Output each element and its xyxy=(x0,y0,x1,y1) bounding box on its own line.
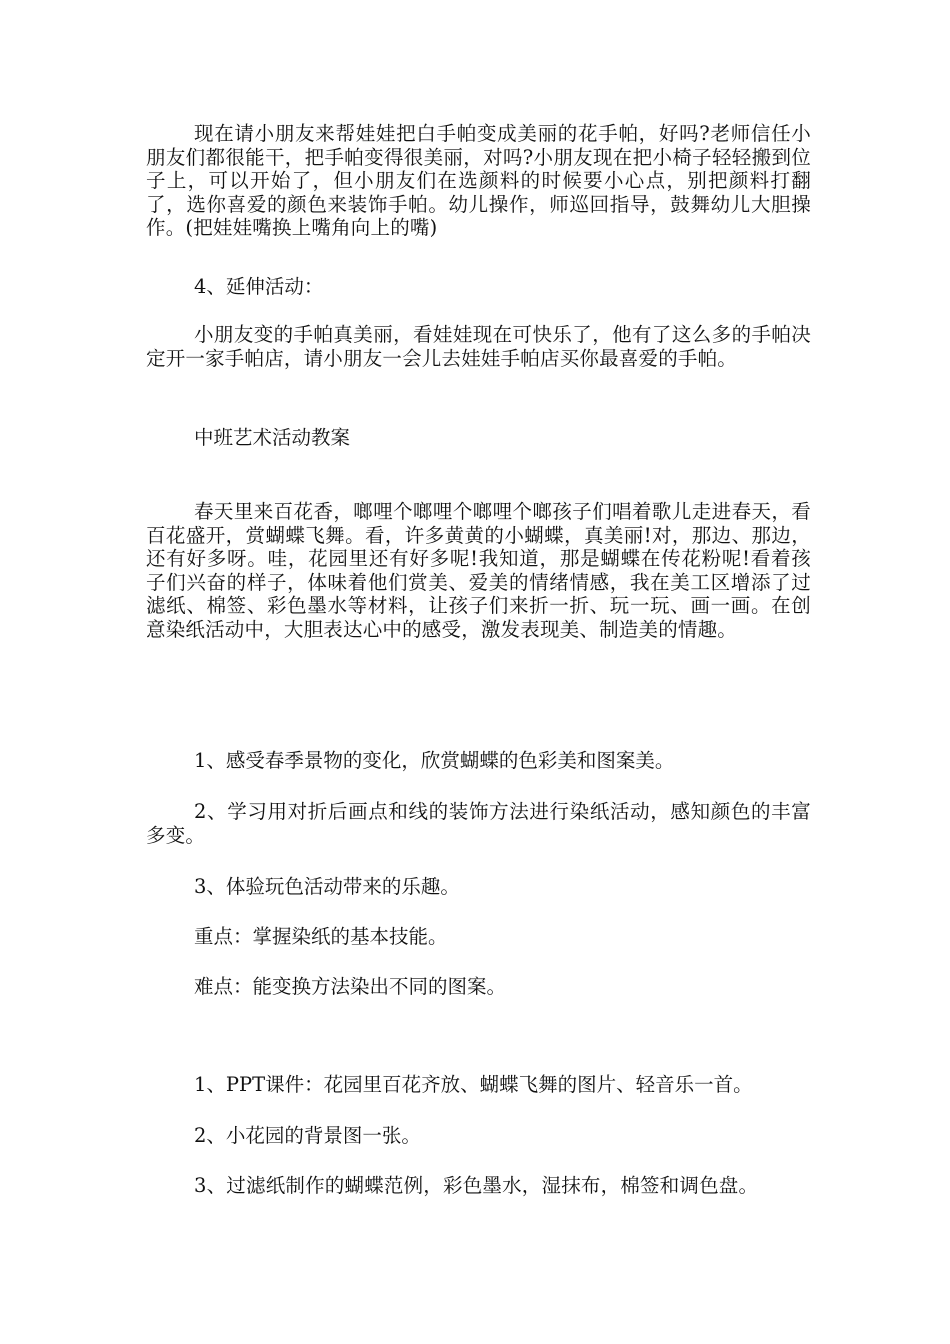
preparation-item-3: 3、过滤纸制作的蝴蝶范例，彩色墨水，湿抹布，棉签和调色盘。 xyxy=(194,1174,759,1197)
difficulty-point: 难点：能变换方法染出不同的图案。 xyxy=(194,975,507,998)
paragraph-handkerchief-shop: 小朋友变的手帕真美丽，看娃娃现在可快乐了，他有了这么多的手帕决定开一家手帕店，请小朋友一会儿去娃娃手帕店买你最喜爱的手帕。 xyxy=(146,323,811,370)
preparation-item-1: 1、PPT课件：花园里百花齐放、蝴蝶飞舞的图片、轻音乐一首。 xyxy=(194,1073,753,1096)
key-point: 重点：掌握染纸的基本技能。 xyxy=(194,925,448,948)
heading-extension-activity: 4、延伸活动： xyxy=(194,275,324,298)
paragraph-spring-introduction: 春天里来百花香，啷哩个啷哩个啷哩个啷孩子们唱着歌儿走进春天，看百花盛开，赏蝴蝶飞舞。看，许多黄黄的小蝴蝶，真美丽!对，那边、那边，还有好多呀。哇，花园里还有好多呢!我知道，那是蝴蝶在传花粉呢!看着孩子们兴奋的样子，体味着他们赏美、爱美的情绪情感，我在美工区增添了过滤纸、棉签、彩色墨水等材料，让孩子们来折一折、玩一玩、画一画。在创意染纸活动中，大胆表达心中的感受，激发表现美、制造美的情趣。 xyxy=(146,500,811,641)
paragraph-handkerchief-activity: 现在请小朋友来帮娃娃把白手帕变成美丽的花手帕，好吗?老师信任小朋友们都很能干，把手帕变得很美丽，对吗?小朋友现在把小椅子轻轻搬到位子上，可以开始了，但小朋友们在选颜料的时候要小心点，别把颜料打翻了，选你喜爱的颜色来装饰手帕。幼儿操作，师巡回指导，鼓舞幼儿大胆操作。(把娃娃嘴换上嘴角向上的嘴) xyxy=(146,122,811,240)
goal-item-2: 2、学习用对折后画点和线的装饰方法进行染纸活动，感知颜色的丰富多变。 xyxy=(146,800,811,847)
goal-item-3: 3、体验玩色活动带来的乐趣。 xyxy=(194,875,460,898)
lesson-plan-title: 中班艺术活动教案 xyxy=(194,426,351,449)
goal-item-1: 1、感受春季景物的变化，欣赏蝴蝶的色彩美和图案美。 xyxy=(194,749,675,772)
preparation-item-2: 2、小花园的背景图一张。 xyxy=(194,1124,421,1147)
